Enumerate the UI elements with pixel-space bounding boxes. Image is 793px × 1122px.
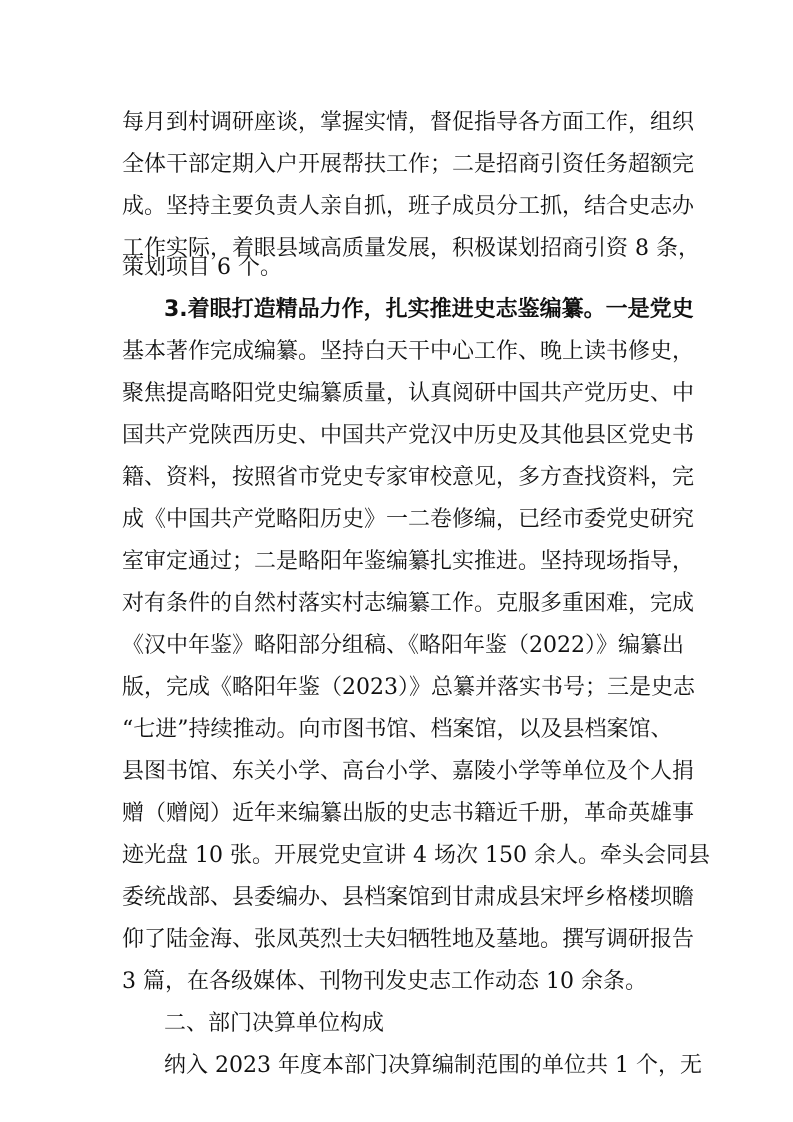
text-line: 版，完成《略阳年鉴（2023）》总纂并落实书号；三是史志 [122, 675, 695, 700]
text-line: 3 篇，在各级媒体、刊物刊发史志工作动态 10 余条。 [122, 969, 647, 994]
text-line: 迹光盘 10 张。开展党史宣讲 4 场次 150 余人。牵头会同县 [122, 843, 710, 868]
text-line: 成《中国共产党略阳历史》一二卷修编，已经市委党史研究 [122, 507, 695, 532]
section-heading: 二、部门决算单位构成 [164, 1011, 385, 1036]
text-line: 每月到村调研座谈，掌握实情，督促指导各方面工作，组织 [122, 110, 695, 135]
text-line: 工作实际，着眼县域高质量发展，积极谋划招商引资 8 条， [122, 236, 700, 261]
text-line: 全体干部定期入户开展帮扶工作；二是招商引资任务超额完 [122, 152, 695, 177]
text-line: 纳入 2023 年度本部门决算编制范围的单位共 1 个，无 [164, 1053, 702, 1078]
text-line [0, 1004, 793, 1044]
text-line: 仰了陆金海、张凤英烈士夫妇牺牲地及墓地。撰写调研报告 [122, 927, 695, 952]
text-line: 成。坚持主要负责人亲自抓，班子成员分工抓，结合史志办 [122, 194, 695, 219]
text-line: 籍、资料，按照省市党史专家审校意见，多方查找资料，完 [122, 465, 695, 490]
text-line: 《汉中年鉴》略阳部分组稿、《略阳年鉴（2022）》编纂出 [122, 633, 684, 658]
text-line: 策划项目 6 个。 [122, 255, 282, 280]
text-line: 基本著作完成编纂。坚持白天干中心工作、晚上读书修史， [122, 339, 695, 364]
text-line [0, 290, 793, 330]
subsection-heading-suffix: 一是党史 [605, 297, 694, 322]
subsection-heading: 3.着眼打造精品力作，扎实推进史志鉴编纂。 [164, 297, 606, 322]
text-line: 国共产党陕西历史、中国共产党汉中历史及其他县区党史书 [122, 423, 695, 448]
text-line: “七进”持续推动。向市图书馆、档案馆，以及县档案馆、 [122, 717, 673, 742]
text-line: 室审定通过；二是略阳年鉴编纂扎实推进。坚持现场指导， [122, 549, 695, 574]
text-line: 对有条件的自然村落实村志编纂工作。克服多重困难，完成 [122, 591, 695, 616]
text-line: 聚焦提高略阳党史编纂质量，认真阅研中国共产党历史、中 [122, 381, 695, 406]
text-line: 委统战部、县委编办、县档案馆到甘肃成县宋坪乡格楼坝瞻 [122, 885, 695, 910]
text-line: 县图书馆、东关小学、高台小学、嘉陵小学等单位及个人捐 [122, 759, 695, 784]
text-line: 赠（赠阅）近年来编纂出版的史志书籍近千册，革命英雄事 [122, 801, 695, 826]
